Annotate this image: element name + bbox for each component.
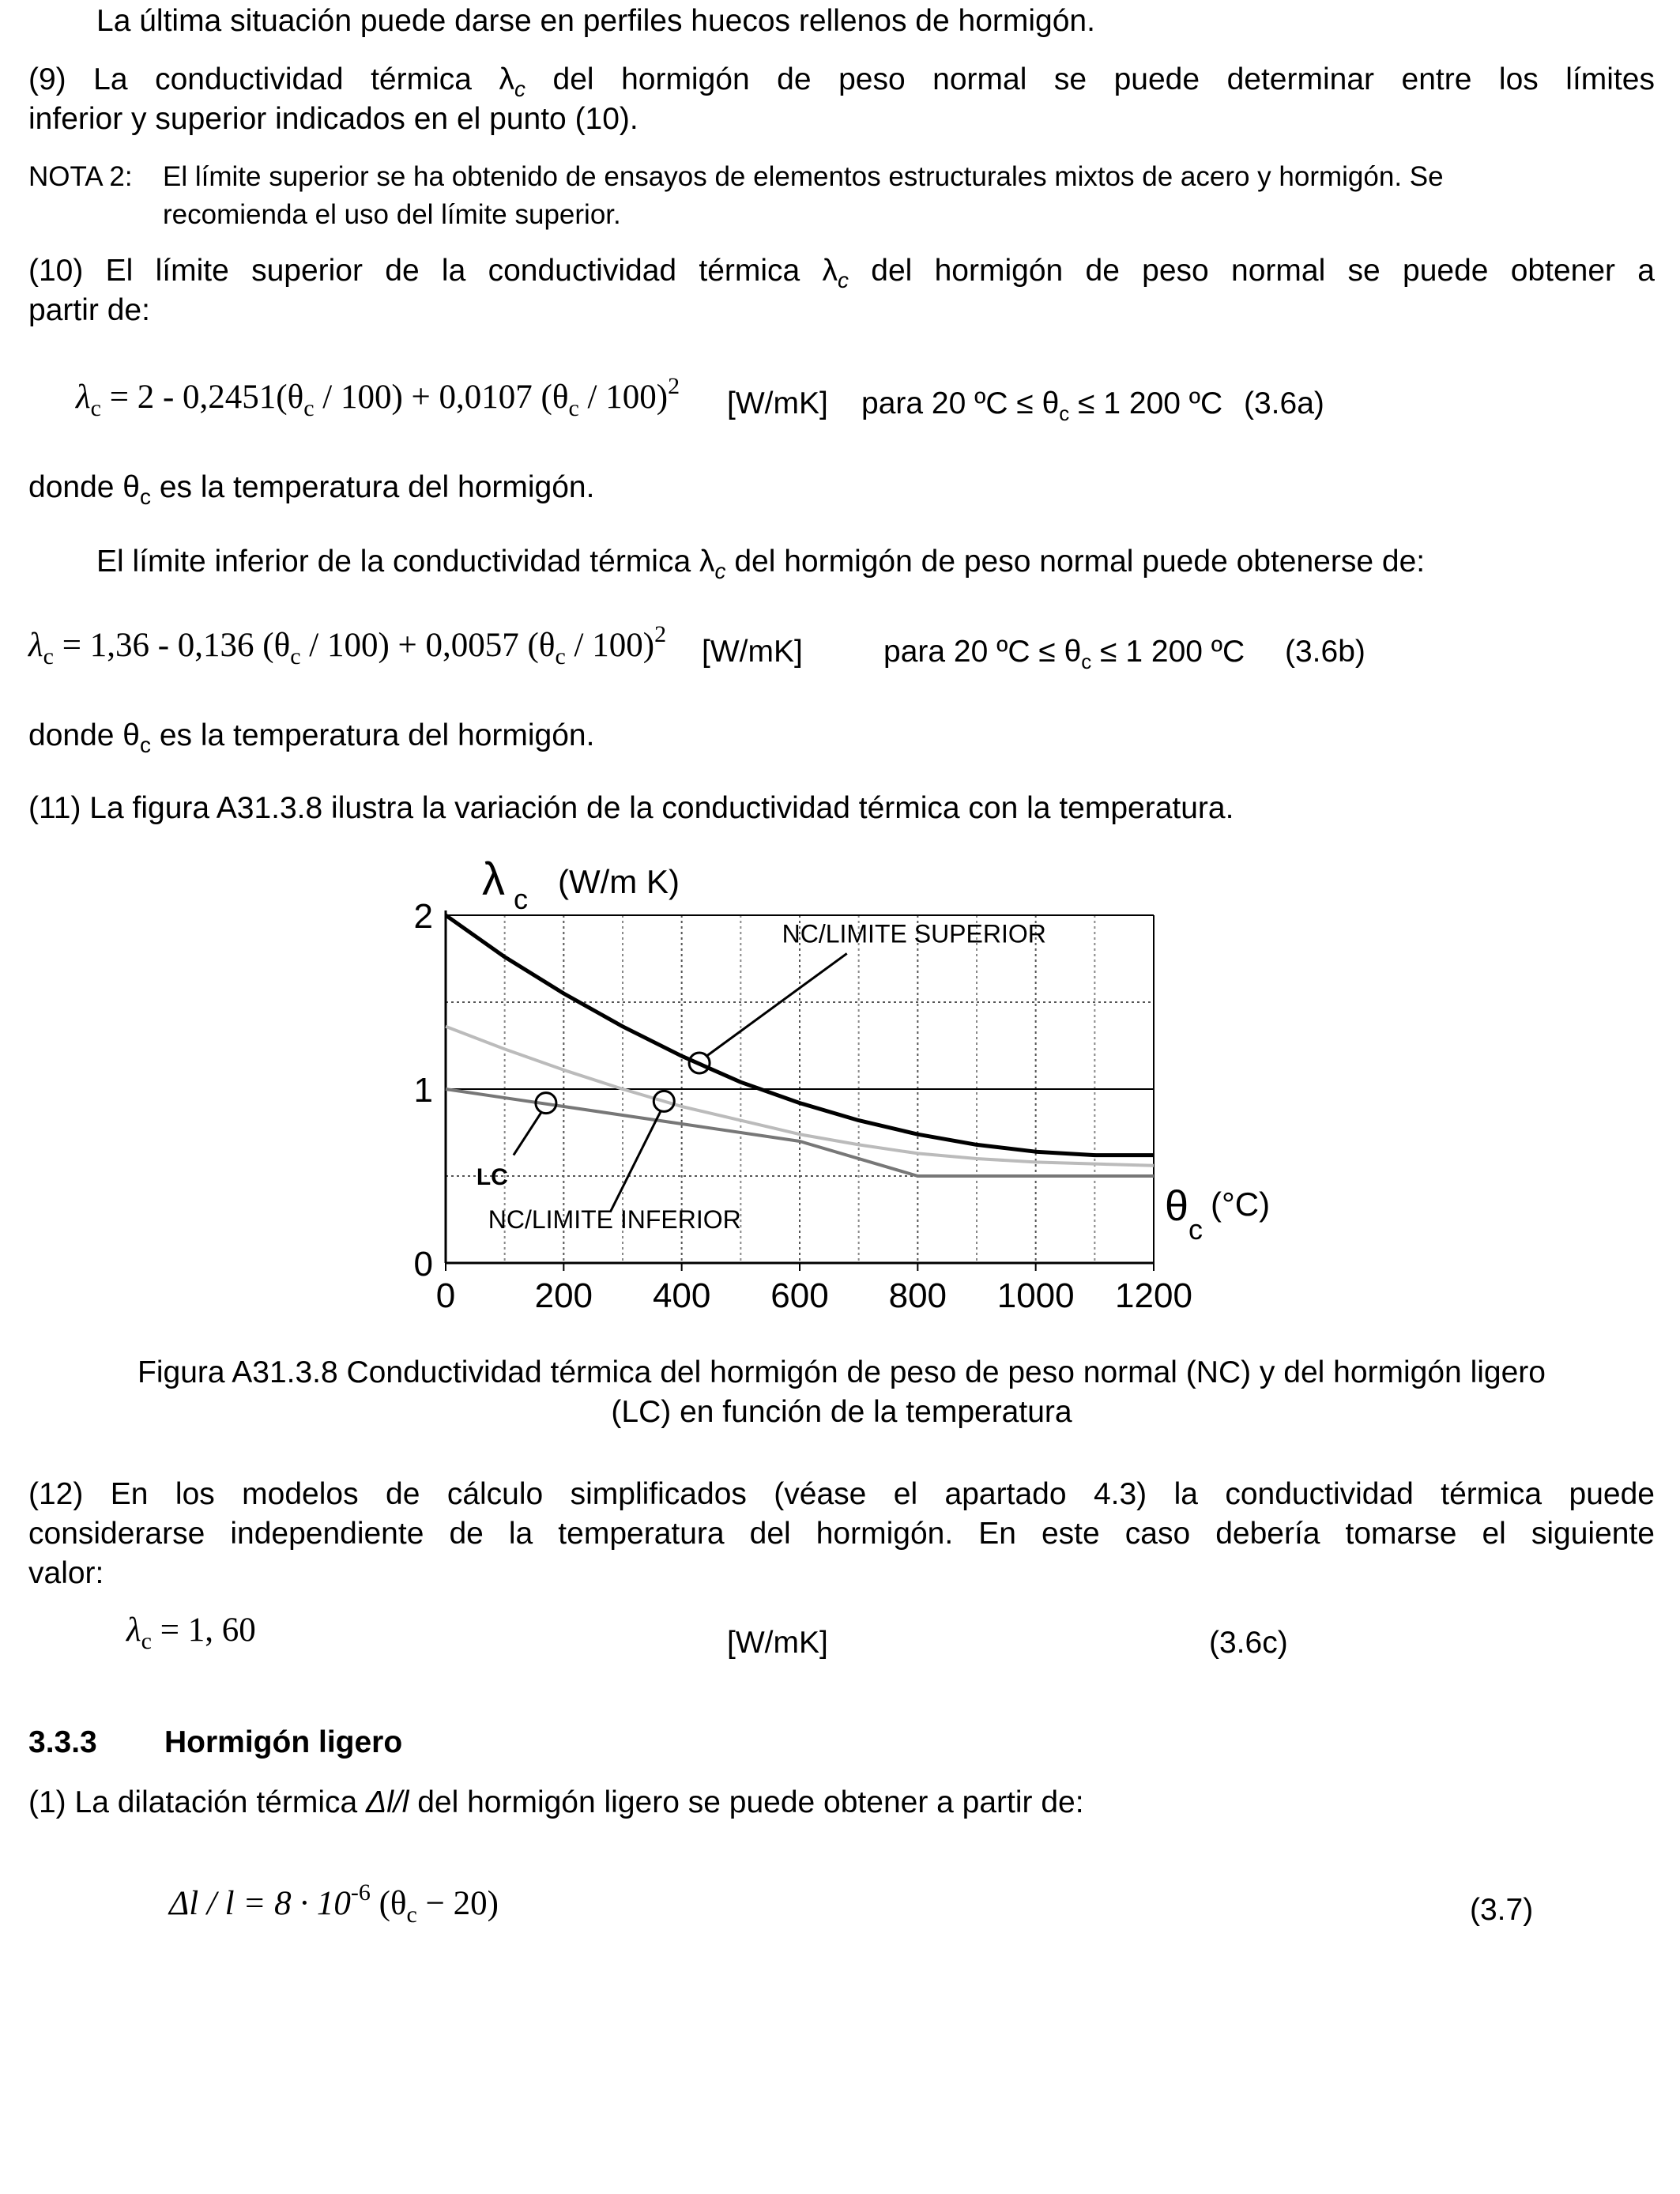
x-tick-label: 200 bbox=[534, 1276, 593, 1315]
text: valor: bbox=[28, 1556, 104, 1590]
subscript: c bbox=[406, 1902, 417, 1928]
subscript: c bbox=[838, 267, 849, 292]
text: donde θ bbox=[28, 718, 140, 752]
subscript: c bbox=[141, 1628, 152, 1654]
formula-part: − 20) bbox=[416, 1885, 499, 1922]
figure-caption bbox=[28, 1353, 1655, 1432]
text: ≤ 1 200 ºC bbox=[1091, 635, 1245, 669]
text: (11) La figura A31.3.8 ilustra la variación de la conductividad térmica con la temperatura. bbox=[28, 791, 1234, 825]
text: (3.6c) bbox=[1209, 1626, 1288, 1660]
formula-part: / 100) bbox=[565, 627, 655, 664]
lambda-symbol: λ bbox=[28, 627, 43, 664]
superscript: 2 bbox=[668, 373, 680, 399]
note-line-1 bbox=[163, 158, 1444, 196]
text: considerarse independiente de la temperatura del hormigón. En este caso debería tomarse el siguiente bbox=[28, 1517, 1655, 1551]
paragraph-9-line-2 bbox=[28, 100, 638, 139]
subscript: c bbox=[43, 643, 54, 669]
text: (3.7) bbox=[1470, 1893, 1534, 1927]
text: del hormigón ligero se puede obtener a partir de: bbox=[409, 1785, 1084, 1819]
paragraph-12-line-1 bbox=[28, 1475, 1655, 1514]
text: inferior y superior indicados en el punto (10). bbox=[28, 102, 638, 136]
paragraph-1 bbox=[28, 1783, 1084, 1823]
text: donde θ bbox=[28, 470, 140, 504]
text: (1) La dilatación térmica bbox=[28, 1785, 367, 1819]
annotation-nc-sup: NC/LIMITE SUPERIOR bbox=[782, 919, 1046, 948]
paragraph-12-line-2 bbox=[28, 1514, 1655, 1554]
y-axis-label-subscript: c bbox=[514, 883, 528, 915]
equation-number bbox=[1470, 1891, 1533, 1930]
text: del hormigón de peso normal se puede obtener a bbox=[849, 254, 1655, 288]
annotation-lc: LC bbox=[476, 1164, 508, 1190]
paragraph-10-line-1 bbox=[28, 251, 1655, 300]
x-tick-label: 800 bbox=[888, 1276, 947, 1315]
text: Hormigón ligero bbox=[164, 1725, 403, 1759]
y-tick-label: 0 bbox=[413, 1245, 433, 1284]
equation-number bbox=[1244, 384, 1324, 424]
caption-line: (LC) en función de la temperatura bbox=[611, 1395, 1072, 1429]
paragraph-line bbox=[96, 2, 1095, 41]
text: ≤ 1 200 ºC bbox=[1069, 386, 1223, 420]
superscript: -6 bbox=[350, 1879, 371, 1906]
text: para 20 ºC ≤ θ bbox=[861, 386, 1060, 420]
subscript: c bbox=[1081, 649, 1092, 673]
x-tick-label: 1200 bbox=[1115, 1276, 1192, 1315]
chart-annotations bbox=[477, 919, 1046, 1234]
text: (10) El límite superior de la conductividad térmica λ bbox=[28, 254, 838, 288]
text: (9) La conductividad térmica λ bbox=[28, 62, 514, 96]
text: (3.6b) bbox=[1285, 635, 1365, 669]
text: del hormigón de peso normal puede obtenerse de: bbox=[725, 545, 1426, 579]
text: [W/mK] bbox=[727, 1626, 828, 1660]
formula-part: Δl / l = 8 · 10 bbox=[169, 1885, 351, 1922]
y-tick-label: 1 bbox=[413, 1071, 433, 1110]
equation-unit bbox=[702, 632, 803, 672]
italic-text: Δl/l bbox=[366, 1785, 409, 1819]
y-axis-label-symbol: λ bbox=[482, 854, 505, 905]
equation-3-6b bbox=[28, 621, 667, 669]
text: (3.6a) bbox=[1244, 386, 1324, 420]
text: partir de: bbox=[28, 293, 150, 327]
paragraph-line bbox=[96, 542, 1425, 591]
text: El límite superior se ha obtenido de ensayos de elementos estructurales mixtos de acero y hormigón. Se bbox=[163, 161, 1444, 192]
series-line-nc_sup bbox=[446, 915, 1154, 1155]
formula-part: / 100) bbox=[578, 379, 669, 416]
formula-part: (θ bbox=[370, 1885, 407, 1922]
text: 3.3.3 bbox=[28, 1725, 97, 1759]
paragraph-11 bbox=[28, 789, 1234, 828]
text: para 20 ºC ≤ θ bbox=[883, 635, 1082, 669]
x-axis-label-subscript: c bbox=[1188, 1213, 1203, 1246]
lambda-symbol: λ bbox=[126, 1612, 141, 1649]
subscript: c bbox=[1059, 401, 1070, 425]
equation-condition bbox=[861, 384, 1222, 433]
formula-part: / 100) + 0,0107 (θ bbox=[314, 379, 569, 416]
formula-part: = 1, 60 bbox=[151, 1612, 256, 1649]
note-label bbox=[28, 158, 133, 196]
caption-line: Figura A31.3.8 Conductividad térmica del hormigón de peso de peso normal (NC) y del hormigón ligero bbox=[137, 1355, 1546, 1389]
section-title bbox=[164, 1723, 402, 1762]
subscript: c bbox=[714, 558, 726, 583]
y-tick-label: 2 bbox=[413, 897, 433, 936]
equation-unit bbox=[727, 384, 828, 424]
lambda-symbol: λ bbox=[76, 379, 91, 416]
text: El límite inferior de la conductividad térmica λ bbox=[96, 545, 715, 579]
x-tick-label: 600 bbox=[770, 1276, 829, 1315]
x-axis-label-unit: (°C) bbox=[1211, 1186, 1271, 1223]
equation-number bbox=[1209, 1623, 1288, 1663]
subscript: c bbox=[290, 643, 301, 669]
subscript: c bbox=[139, 732, 151, 757]
text: es la temperatura del hormigón. bbox=[150, 718, 595, 752]
leader-line bbox=[514, 1113, 541, 1155]
superscript: 2 bbox=[654, 621, 667, 647]
equation-unit bbox=[727, 1623, 828, 1663]
text: NOTA 2: bbox=[28, 161, 133, 192]
text: del hormigón de peso normal se puede determinar entre los límites bbox=[525, 62, 1655, 96]
x-axis-label-symbol: θ bbox=[1165, 1182, 1189, 1230]
paragraph-line bbox=[28, 716, 594, 765]
formula-part: = 1,36 - 0,136 (θ bbox=[53, 627, 291, 664]
equation-3-6a bbox=[76, 373, 680, 421]
text: es la temperatura del hormigón. bbox=[150, 470, 595, 504]
section-number bbox=[28, 1723, 97, 1762]
formula-part: / 100) + 0,0057 (θ bbox=[300, 627, 556, 664]
text: [W/mK] bbox=[702, 635, 803, 669]
text: La última situación puede darse en perfiles huecos rellenos de hormigón. bbox=[96, 4, 1095, 38]
paragraph-10-line-2 bbox=[28, 291, 150, 330]
paragraph-12-line-3 bbox=[28, 1554, 104, 1593]
formula-part: = 2 - 0,2451(θ bbox=[100, 379, 304, 416]
text: [W/mK] bbox=[727, 386, 828, 420]
paragraph-line bbox=[28, 468, 594, 517]
text: (12) En los modelos de cálculo simplificados (véase el apartado 4.3) la conductividad térmica puede bbox=[28, 1477, 1655, 1511]
equation-condition bbox=[883, 632, 1245, 681]
text: recomienda el uso del límite superior. bbox=[163, 199, 621, 230]
equation-number bbox=[1285, 632, 1365, 672]
subscript: c bbox=[514, 76, 525, 101]
x-tick-label: 0 bbox=[435, 1276, 456, 1315]
subscript: c bbox=[139, 484, 151, 509]
leader-line bbox=[611, 1110, 661, 1211]
subscript: c bbox=[555, 643, 566, 669]
subscript: c bbox=[90, 395, 101, 421]
leader-line bbox=[706, 953, 847, 1057]
equation-3-6c bbox=[126, 1611, 256, 1654]
equation-3-7 bbox=[169, 1879, 499, 1928]
note-line-2 bbox=[163, 196, 621, 234]
annotation-nc-inf: NC/LIMITE INFERIOR bbox=[488, 1205, 741, 1234]
conductivity-chart bbox=[379, 854, 1312, 1328]
x-tick-label: 400 bbox=[652, 1276, 711, 1315]
y-axis-label-unit: (W/m K) bbox=[558, 863, 680, 900]
x-tick-label: 1000 bbox=[996, 1276, 1075, 1315]
subscript: c bbox=[568, 395, 579, 421]
subscript: c bbox=[303, 395, 315, 421]
